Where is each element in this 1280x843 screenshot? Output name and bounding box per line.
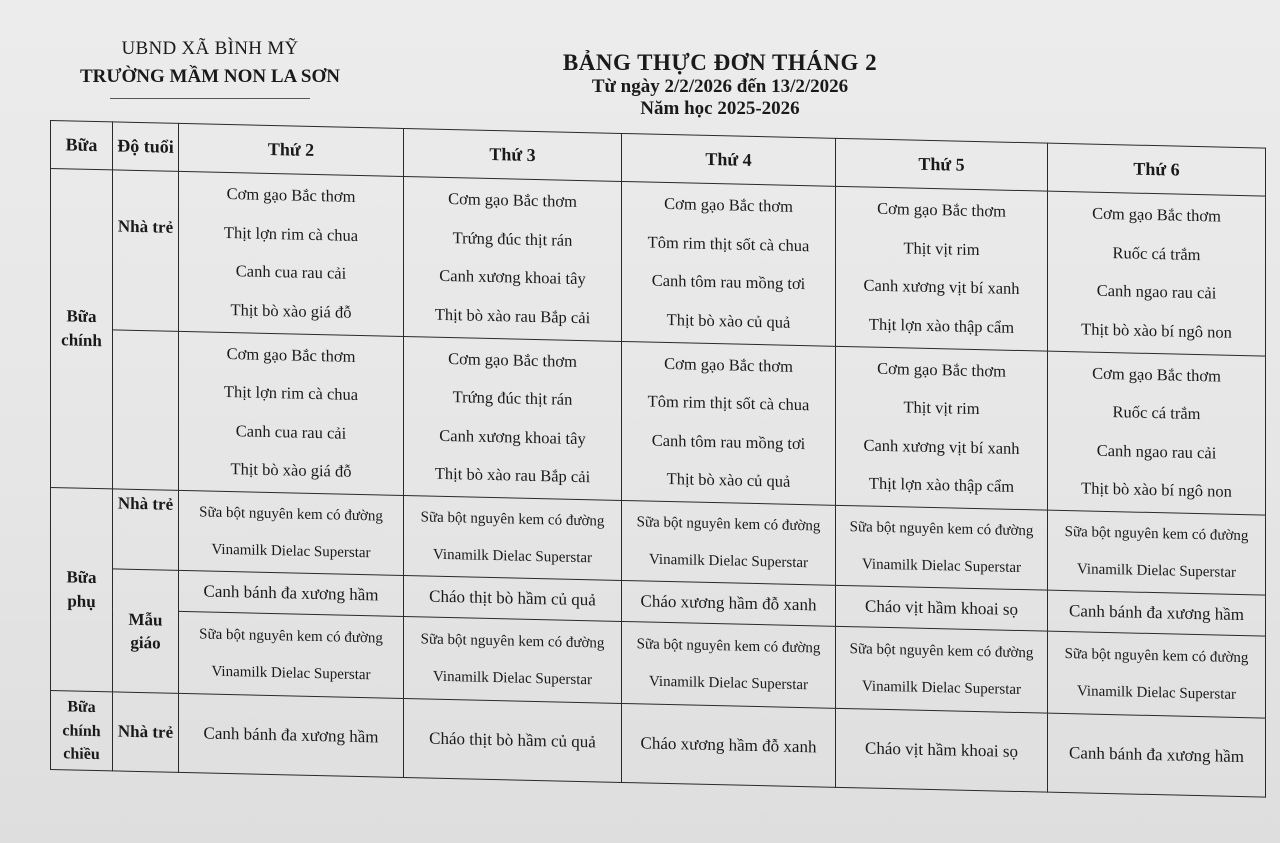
afternoon-fri: Canh bánh đa xương hầm	[1048, 713, 1266, 797]
snack-nursery-thu	[836, 505, 1048, 590]
snack-item: Sữa bột nguyên kem có đường	[636, 513, 821, 535]
snack-item: Sữa bột nguyên kem có đường	[420, 509, 605, 530]
dish: Cơm gạo Bắc thơm	[226, 343, 356, 366]
dish: Tôm rim thịt sốt cà chua	[647, 232, 810, 256]
dish: Thịt lợn rim cà chua	[223, 222, 359, 245]
dish: Thịt bò xào củ quả	[666, 309, 791, 332]
dish: Thịt vịt rim	[903, 397, 980, 419]
dish: Cơm gạo Bắc thơm	[448, 348, 577, 371]
snack-kindergarten-top-mon: Canh bánh đa xương hầm	[179, 571, 404, 616]
snack-item: Sữa bột nguyên kem có đường	[199, 503, 383, 525]
snack-kindergarten-top-fri: Canh bánh đa xương hầm	[1048, 591, 1266, 636]
dish: Thịt bò xào củ quả	[666, 469, 791, 491]
afternoon-tue: Cháo thịt bò hầm củ quả	[404, 699, 622, 783]
main-nursery-tue	[404, 177, 622, 341]
date-range: Từ ngày 2/2/2026 đến 13/2/2026	[591, 76, 849, 98]
dish: Cơm gạo Bắc thơm	[664, 194, 793, 217]
school-header	[60, 38, 360, 99]
snack-item: Vinamilk Dielac Superstar	[432, 546, 593, 566]
snack-nursery-mon	[179, 490, 404, 576]
snack-item: Sữa bột nguyên kem có đường	[1064, 523, 1249, 544]
snack-item: Vinamilk Dielac Superstar	[861, 556, 1022, 576]
main-kindergarten-mon	[179, 331, 404, 495]
main-kindergarten-row	[51, 328, 1266, 515]
afternoon-thu: Cháo vịt hầm khoai sọ	[836, 709, 1048, 792]
day-header-tue: Thứ 3	[404, 129, 622, 182]
dish: Canh xương khoai tây	[439, 266, 586, 289]
dish: Trứng đúc thịt rán	[452, 387, 573, 410]
afternoon-wed: Cháo xương hầm đỗ xanh	[622, 704, 836, 788]
snack-item: Sữa bột nguyên kem có đường	[199, 625, 383, 647]
snack-item: Vinamilk Dielac Superstar	[432, 668, 593, 688]
main-kindergarten-age-cell	[113, 329, 179, 490]
dish: Ruốc cá trắm	[1112, 243, 1201, 265]
age-column-header: Độ tuổi	[113, 122, 179, 172]
main-nursery-mon	[179, 172, 404, 336]
org-name: UBND XÃ BÌNH MỸ	[121, 38, 299, 59]
dish: Cơm gạo Bắc thơm	[877, 358, 1006, 381]
day-header-wed: Thứ 4	[622, 133, 836, 186]
day-header-fri: Thứ 6	[1048, 143, 1266, 196]
dish: Thịt bò xào bí ngô non	[1081, 319, 1232, 342]
dish: Thịt vịt rim	[903, 238, 980, 260]
header-divider	[110, 98, 310, 99]
dish: Canh xương vịt bí xanh	[863, 435, 1020, 458]
dish: Thịt lợn xào thập cẩm	[868, 314, 1015, 337]
snack-item: Vinamilk Dielac Superstar	[861, 677, 1022, 698]
menu-table	[50, 120, 1266, 798]
dish: Canh ngao rau cải	[1096, 281, 1217, 303]
snack-item: Vinamilk Dielac Superstar	[211, 663, 371, 683]
page-title: BẢNG THỰC ĐƠN THÁNG 2	[562, 50, 878, 75]
snack-item: Vinamilk Dielac Superstar	[1076, 682, 1237, 703]
dish: Thịt bò xào rau Bắp cải	[434, 304, 591, 328]
day-header-thu: Thứ 5	[836, 138, 1048, 191]
main-kindergarten-thu	[836, 346, 1048, 510]
snack-kindergarten-top-thu: Cháo vịt hầm khoai sọ	[836, 586, 1048, 631]
afternoon-mon: Canh bánh đa xương hầm	[179, 694, 404, 778]
main-nursery-row	[51, 169, 1266, 356]
dish: Tôm rim thịt sốt cà chua	[647, 391, 810, 415]
snack-nursery-fri	[1048, 510, 1266, 596]
meal-column-header: Bữa	[51, 121, 113, 171]
snack-nursery-age-label: Nhà trẻ	[113, 489, 179, 571]
afternoon-nursery-age-label: Nhà trẻ	[113, 692, 179, 772]
snack-item: Vinamilk Dielac Superstar	[648, 551, 809, 571]
afternoon-meal-label: Bữa chính chiều	[51, 691, 113, 771]
dish: Thịt lợn rim cà chua	[223, 382, 359, 405]
snack-item: Sữa bột nguyên kem có đường	[849, 518, 1034, 539]
dish: Cơm gạo Bắc thơm	[1092, 204, 1221, 227]
snack-item: Vinamilk Dielac Superstar	[648, 673, 809, 693]
snack-kindergarten-age-label: Mẫu giáo	[113, 569, 179, 693]
dish: Cơm gạo Bắc thơm	[1092, 363, 1221, 386]
main-nursery-age-label: Nhà trẻ	[113, 170, 179, 331]
dish: Cơm gạo Bắc thơm	[664, 353, 793, 376]
snack-kindergarten-fri	[1048, 631, 1266, 719]
snack-item: Sữa bột nguyên kem có đường	[1064, 645, 1249, 666]
main-meal-label: Bữa chính	[51, 169, 113, 489]
main-nursery-fri	[1048, 191, 1266, 355]
snack-item: Sữa bột nguyên kem có đường	[636, 635, 821, 656]
snack-label: Bữa phụ	[51, 487, 113, 692]
snack-item: Vinamilk Dielac Superstar	[211, 541, 371, 561]
dish: Thịt lợn xào thập cẩm	[868, 473, 1015, 497]
school-name: TRƯỜNG MẦM NON LA SƠN	[79, 66, 341, 87]
snack-nursery-tue	[404, 495, 622, 581]
dish: Thịt bò xào giá đỗ	[230, 459, 352, 482]
snack-item: Sữa bột nguyên kem có đường	[420, 630, 605, 652]
snack-item: Vinamilk Dielac Superstar	[1076, 560, 1237, 581]
snack-kindergarten-thu	[836, 626, 1048, 713]
snack-kindergarten-wed	[622, 621, 836, 708]
snack-item: Sữa bột nguyên kem có đường	[849, 640, 1034, 661]
dish: Thịt bò xào bí ngô non	[1081, 478, 1232, 502]
snack-kindergarten-top-tue: Cháo thịt bò hầm củ quả	[404, 576, 622, 621]
dish: Canh xương vịt bí xanh	[863, 275, 1020, 299]
dish: Thịt bò xào rau Bắp cải	[434, 463, 591, 487]
dish: Cơm gạo Bắc thơm	[448, 189, 577, 212]
snack-nursery-wed	[622, 500, 836, 585]
dish: Cơm gạo Bắc thơm	[226, 184, 356, 207]
dish: Canh xương khoai tây	[439, 425, 586, 448]
dish: Ruốc cá trắm	[1112, 402, 1201, 424]
school-year: Năm học 2025-2026	[640, 98, 800, 120]
dish: Canh cua rau cải	[235, 261, 347, 284]
snack-kindergarten-tue	[404, 616, 622, 704]
dish: Thịt bò xào giá đỗ	[230, 300, 352, 322]
dish: Canh cua rau cải	[235, 420, 347, 443]
snack-kindergarten-mon	[179, 611, 404, 699]
main-nursery-thu	[836, 187, 1048, 351]
day-header-mon: Thứ 2	[179, 123, 404, 176]
dish: Trứng đúc thịt rán	[452, 228, 573, 250]
dish: Canh tôm rau mồng tơi	[651, 430, 806, 453]
snack-kindergarten-top-wed: Cháo xương hầm đỗ xanh	[622, 581, 836, 626]
main-nursery-wed	[622, 182, 836, 346]
main-kindergarten-tue	[404, 336, 622, 500]
dish: Cơm gạo Bắc thơm	[877, 199, 1006, 222]
dish: Canh ngao rau cải	[1096, 440, 1217, 463]
dish: Canh tôm rau mồng tơi	[651, 271, 806, 294]
main-kindergarten-fri	[1048, 351, 1266, 515]
main-kindergarten-wed	[622, 341, 836, 505]
menu-heading	[470, 50, 970, 120]
